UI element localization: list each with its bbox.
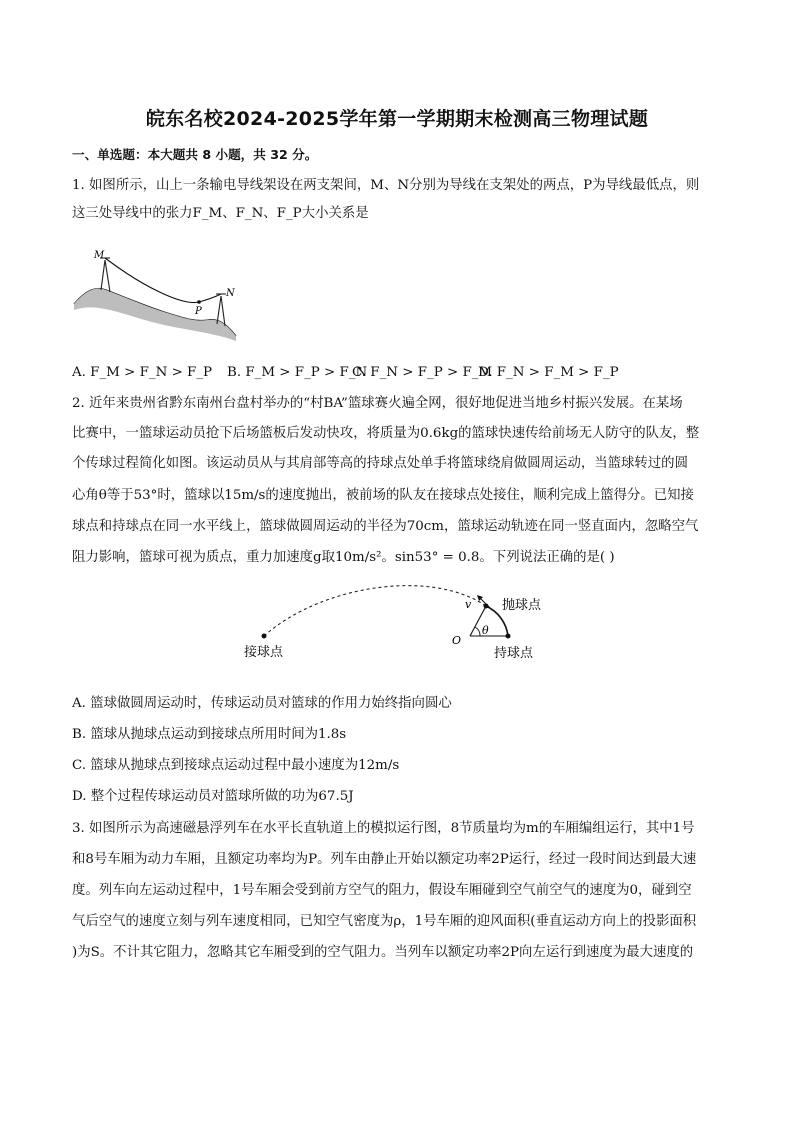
label-p: P (195, 306, 202, 317)
label-catch-point: 接球点 (244, 645, 284, 660)
q1-option-c: C. F_N > F_P > F_M (352, 365, 493, 380)
q3-text-line: 和8号车厢为动力车厢，且额定功率均为P。列车由静止开始以额定功率2P运行，经过一段时间达到最大速 (72, 852, 697, 867)
label-o: O (452, 634, 462, 647)
q1-option-d: D. F_N > F_M > F_P (478, 365, 619, 380)
q2-option-d: D. 整个过程传球运动员对篮球所做的功为67.5J (72, 789, 354, 804)
q2-text-line: 个传球过程简化如图。该运动员从与其肩部等高的持球点处单手将篮球绕肩做圆周运动，当篮球转过的圆 (72, 456, 688, 471)
page-title: 皖东名校2024-2025学年第一学期期末检测高三物理试题 (145, 108, 649, 130)
q2-text-line: 比赛中，一篮球运动员抢下后场篮板后发动快攻，将质量为0.6kg的篮球快速传给前场无人防守的队友，整 (72, 426, 700, 441)
section-heading: 一、单选题：本大题共 8 小题，共 32 分。 (72, 147, 318, 162)
q1-text-line: 1. 如图所示，山上一条输电导线架设在两支架间，M、N分别为导线在支架处的两点，P为导线最低点，则 (72, 178, 700, 193)
q2-option-a: A. 篮球做圆周运动时，传球运动员对篮球的作用力始终指向圆心 (72, 696, 452, 711)
label-v: v (465, 598, 472, 611)
q2-option-c: C. 篮球从抛球点到接球点运动过程中最小速度为12m/s (72, 758, 400, 773)
basketball-pass-figure (230, 576, 560, 668)
q2-text-line: 心角θ等于53°时，篮球以15m/s的速度抛出，被前场的队友在接球点处接住，顺利完成上篮得分。已知接 (72, 488, 694, 503)
label-throw-point: 抛球点 (502, 598, 542, 613)
q2-text-line: 球点和持球点在同一水平线上，篮球做圆周运动的半径为70cm，篮球运动轨迹在同一竖直面内，忽略空气 (72, 519, 699, 534)
q2-option-b: B. 篮球从抛球点运动到接球点所用时间为1.8s (72, 727, 347, 742)
q2-text-line: 2. 近年来贵州省黔东南州台盘村举办的“村BA”篮球赛火遍全网，很好地促进当地乡村振兴发展。在某场 (72, 396, 683, 411)
q3-text-line: 气后空气的速度立刻与列车速度相同，已知空气密度为ρ，1号车厢的迎风面积(垂直运动方向上的投影面积 (72, 914, 697, 929)
label-m: M (94, 250, 105, 261)
q1-text-line: 这三处导线中的张力F_M、F_N、F_P大小关系是 (72, 206, 369, 221)
q1-option-b: B. F_M > F_P > F_N (227, 365, 368, 380)
label-n: N (226, 288, 235, 299)
q1-option-a: A. F_M > F_N > F_P (72, 365, 213, 380)
label-theta: θ (482, 624, 489, 637)
label-hold-point: 持球点 (494, 646, 534, 661)
q3-text-line: )为S。不计其它阻力，忽略其它车厢受到的空气阻力。当列车以额定功率2P向左运行到速度为最大速度的 (72, 945, 694, 960)
power-line-figure (72, 246, 244, 342)
q3-text-line: 3. 如图所示为高速磁悬浮列车在水平长直轨道上的模拟运行图，8节质量均为m的车厢编组运行，其中1号 (72, 821, 695, 836)
q3-text-line: 度。列车向左运动过程中，1号车厢会受到前方空气的阻力，假设车厢碰到空气前空气的速度为0，碰到空 (72, 883, 692, 898)
q2-text-line: 阻力影响，篮球可视为质点，重力加速度g取10m/s²。sin53° = 0.8。下列说法正确的是( ) (72, 550, 615, 565)
